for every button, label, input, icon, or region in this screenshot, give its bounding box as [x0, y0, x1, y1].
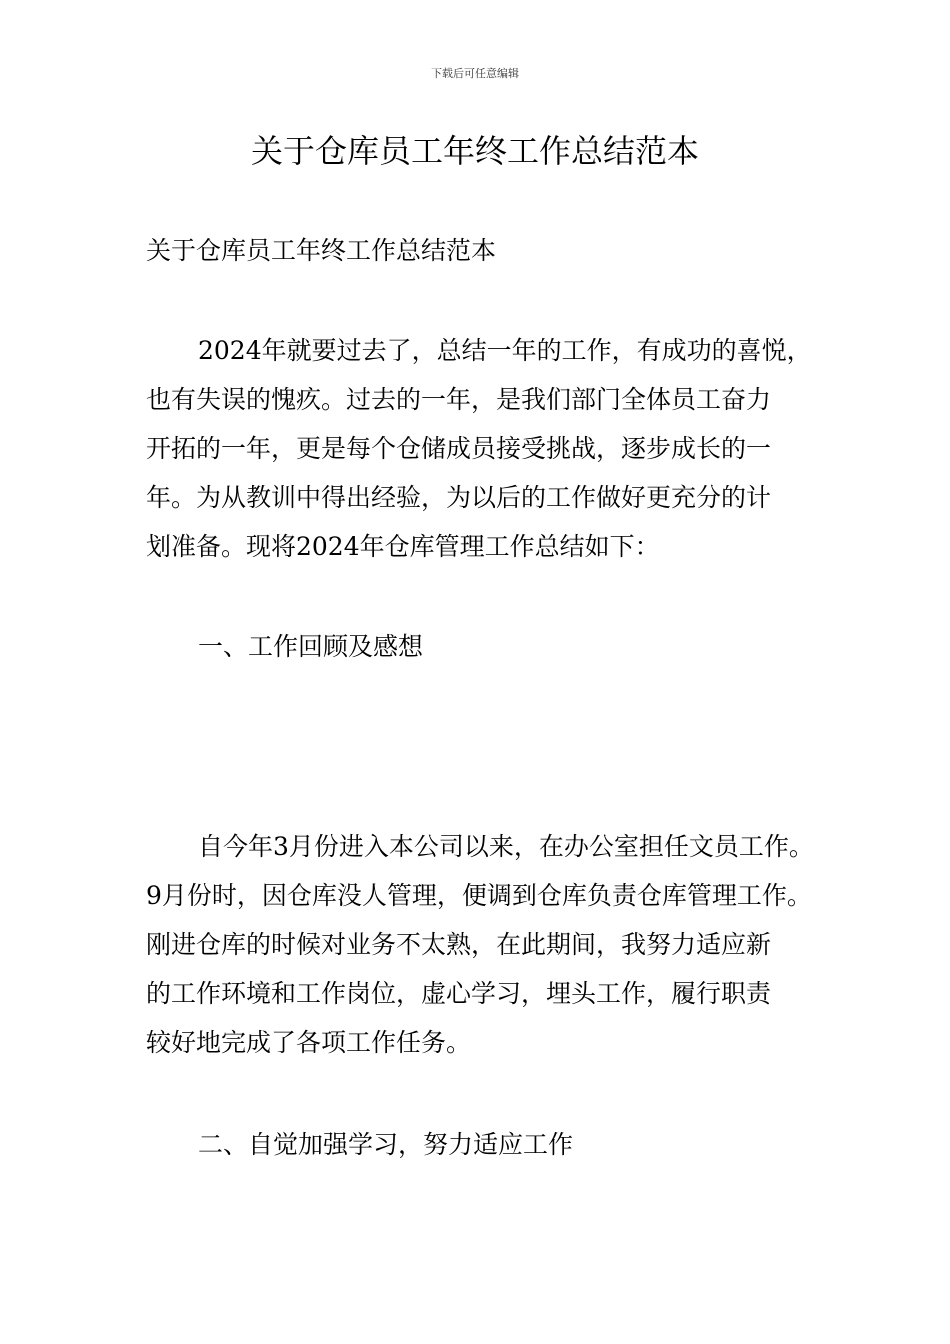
paragraph-line: 也有失误的愧疚。过去的一年，是我们部门全体员工奋力 [146, 385, 772, 414]
document-title: 关于仓库员工年终工作总结范本 [250, 132, 699, 170]
paragraph-line: 2024年就要过去了，总结一年的工作，有成功的喜悦， [198, 336, 812, 365]
paragraph-intro [146, 326, 836, 571]
paragraph-line: 自今年3月份进入本公司以来，在办公室担任文员工作。 [198, 832, 814, 861]
section-heading-1: 一、工作回顾及感想 [198, 632, 424, 661]
paragraph-line: 划准备。现将2024年仓库管理工作总结如下： [146, 532, 660, 561]
paragraph-line: 较好地完成了各项工作任务。 [146, 1028, 472, 1057]
section-heading-2: 二、自觉加强学习，努力适应工作 [198, 1130, 574, 1159]
document-subtitle: 关于仓库员工年终工作总结范本 [146, 236, 497, 265]
paragraph-line: 的工作环境和工作岗位，虚心学习，埋头工作，履行职责 [146, 979, 772, 1008]
paragraph-line: 9月份时，因仓库没人管理，便调到仓库负责仓库管理工作。 [146, 881, 812, 910]
paragraph-line: 开拓的一年，更是每个仓储成员接受挑战，逐步成长的一 [146, 434, 772, 463]
paragraph-line: 刚进仓库的时候对业务不太熟，在此期间，我努力适应新 [146, 930, 772, 959]
paragraph-review [146, 822, 836, 1067]
header-note: 下载后可任意编辑 [431, 67, 519, 80]
paragraph-line: 年。为从教训中得出经验，为以后的工作做好更充分的计 [146, 483, 772, 512]
